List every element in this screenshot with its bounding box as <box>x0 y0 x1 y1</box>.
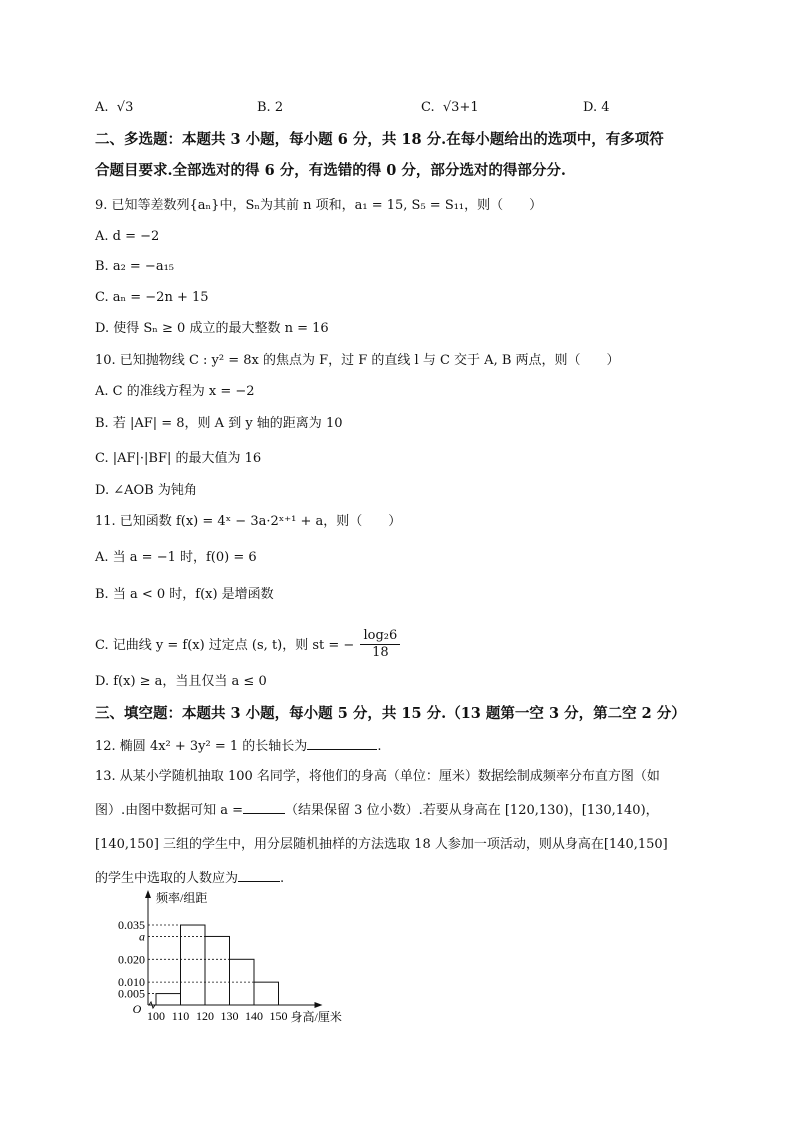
q11-fraction-numerator: log₂6 <box>360 628 400 645</box>
q12-answer-blank[interactable] <box>307 737 377 750</box>
histogram-bar <box>181 925 206 1005</box>
y-tick-label: a <box>139 929 145 944</box>
q13-line2-text-a: 图）.由图中数据可知 a = <box>95 803 244 818</box>
q9-option-d: D. 使得 Sₙ ≥ 0 成立的最大整数 n = 16 <box>95 321 329 336</box>
x-tick-label: 130 <box>220 1009 239 1023</box>
origin-label: O <box>132 1002 142 1016</box>
x-axis-arrow <box>315 1002 323 1008</box>
q11-option-a: A. 当 a = −1 时，f(0) = 6 <box>95 550 257 565</box>
q11-fraction <box>360 628 400 661</box>
y-axis-arrow <box>145 890 151 898</box>
q12-end: . <box>377 739 382 754</box>
frequency-histogram <box>90 888 390 1028</box>
x-axis-title: 身高/厘米 <box>290 1010 342 1024</box>
q9-option-b: B. a₂ = −a₁₅ <box>95 259 175 274</box>
q11-stem: 11. 已知函数 f(x) = 4ˣ − 3a·2ˣ⁺¹ + a，则（ ） <box>95 514 402 529</box>
q10-option-a: A. C 的准线方程为 x = −2 <box>95 384 255 399</box>
section2-heading-line1: 二、多选题：本题共 3 小题，每小题 6 分，共 18 分.在每小题给出的选项中，有多项符 <box>95 131 664 148</box>
q11-option-b: B. 当 a < 0 时，f(x) 是增函数 <box>95 587 274 602</box>
x-tick-label: 150 <box>269 1009 288 1023</box>
q13-line2-text-b: （结果保留 3 位小数）.若要从身高在 [120,130)，[130,140)， <box>285 803 659 818</box>
section2-heading-line2: 合题目要求.全部选对的得 6 分，有选错的得 0 分，部分选对的得部分分. <box>95 162 566 179</box>
q9-stem: 9. 已知等差数列{aₙ}中，Sₙ为其前 n 项和，a₁ = 15, S₅ = S₁₁，则（ ） <box>95 198 543 213</box>
q13-line2 <box>95 801 659 820</box>
q11-option-d: D. f(x) ≥ a，当且仅当 a ≤ 0 <box>95 674 267 689</box>
q8-option-c: C. √3+1 <box>421 100 479 115</box>
x-tick-label: 140 <box>245 1009 263 1023</box>
q10-option-b: B. 若 |AF| = 8，则 A 到 y 轴的距离为 10 <box>95 416 343 431</box>
y-tick-label: 0.035 <box>118 918 145 933</box>
histogram-bar <box>254 982 279 1005</box>
x-tick-label: 120 <box>196 1009 214 1023</box>
q10-option-d: D. ∠AOB 为钝角 <box>95 483 197 498</box>
histogram-bar <box>205 936 230 1005</box>
q8-option-a: A. √3 <box>95 100 134 115</box>
q8-option-d: D. 4 <box>583 100 610 115</box>
q13-line4-end: . <box>280 871 285 886</box>
q13-answer-blank-a[interactable] <box>243 801 285 814</box>
y-tick-label: 0.010 <box>118 975 145 990</box>
y-tick-label: 0.005 <box>118 986 145 1001</box>
q10-option-c: C. |AF|·|BF| 的最大值为 16 <box>95 451 262 466</box>
y-axis-title: 频率/组距 <box>156 891 208 905</box>
q11-option-c-text: C. 记曲线 y = f(x) 过定点 (s, t)，则 st = − <box>95 638 355 653</box>
q13-answer-blank-b[interactable] <box>238 869 280 882</box>
q9-option-a: A. d = −2 <box>95 229 160 244</box>
q10-stem: 10. 已知抛物线 C : y² = 8x 的焦点为 F，过 F 的直线 l 与 C 交于 A, B 两点，则（ ） <box>95 353 620 368</box>
y-tick-label: 0.020 <box>118 952 145 967</box>
q11-option-c <box>95 629 400 662</box>
q12-question <box>95 737 381 756</box>
q8-option-b: B. 2 <box>257 100 284 115</box>
q13-line4-text: 的学生中选取的人数应为 <box>95 871 239 886</box>
q12-text: 12. 椭圆 4x² + 3y² = 1 的长轴长为 <box>95 739 308 754</box>
q13-line4 <box>95 869 284 888</box>
section3-heading: 三、填空题：本题共 3 小题，每小题 5 分，共 15 分.（13 题第一空 3 分，第二空 2 分） <box>95 705 686 722</box>
q11-fraction-denominator: 18 <box>372 645 389 660</box>
x-tick-label: 100 <box>147 1009 165 1023</box>
q13-line1: 13. 从某小学随机抽取 100 名同学，将他们的身高（单位：厘米）数据绘制成频率分布直方图（如 <box>95 769 660 784</box>
histogram-bar <box>156 994 181 1005</box>
q13-line3: [140,150] 三组的学生中，用分层随机抽样的方法选取 18 人参加一项活动，则从身高在[140,150] <box>95 837 668 852</box>
q9-option-c: C. aₙ = −2n + 15 <box>95 290 209 305</box>
x-tick-label: 110 <box>171 1009 190 1023</box>
